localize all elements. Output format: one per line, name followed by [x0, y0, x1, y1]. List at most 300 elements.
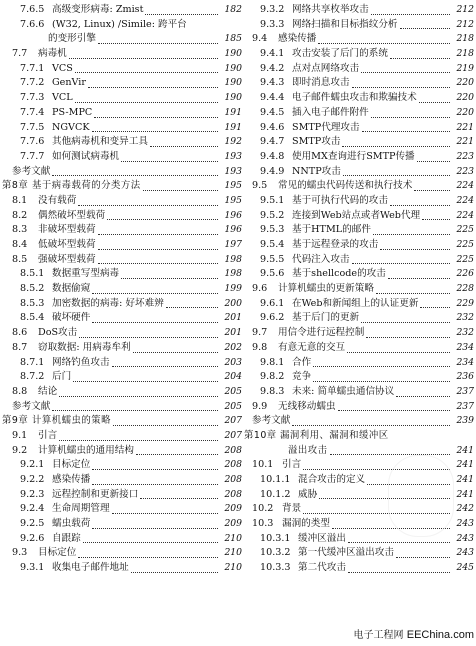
toc-entry-page: 201: [224, 327, 242, 339]
toc-entry: [0, 356, 242, 371]
toc-entry-title: 第一代缓冲区溢出攻击: [298, 547, 394, 559]
toc-entry-title: VCS: [52, 62, 73, 74]
toc-entry-number: 9.5.3: [260, 224, 285, 236]
toc-entry-number: 7.7.7: [20, 150, 45, 162]
toc-entry: [0, 400, 242, 415]
toc-entry-title: 网络扫描和目标指纹分析: [292, 18, 398, 30]
toc-entry-title: 远程控制和更新接口: [52, 488, 139, 500]
toc-entry: [242, 326, 474, 341]
toc-entry-title: 第二代攻击: [298, 562, 346, 574]
toc-entry-page: 193: [224, 150, 242, 162]
toc-entry-page: 207: [224, 415, 242, 427]
toc-entry-number: 9.5: [252, 180, 268, 192]
toc-entry-number: 7.7.5: [20, 121, 45, 133]
toc-entry-page: 225: [456, 239, 474, 250]
toc-leader-dots: [400, 28, 450, 29]
toc-entry-title: 计算机蠕虫的通用结构: [38, 444, 134, 456]
toc-entry-page: 229: [456, 297, 474, 309]
toc-entry-number: 第8章: [2, 180, 29, 192]
toc-leader-dots: [362, 131, 450, 132]
toc-entry-number: 8.5: [12, 253, 28, 265]
toc-entry: [0, 561, 242, 576]
watermark-cn: 电子工程网: [353, 630, 404, 641]
toc-entry: [242, 253, 474, 268]
toc-leader-dots: [343, 175, 450, 176]
toc-entry: [242, 32, 474, 47]
toc-entry-page: 237: [456, 385, 474, 397]
toc-entry-page: 239: [456, 415, 474, 427]
toc-entry-title: 没有载荷: [38, 194, 77, 206]
toc-entry-title: PS-MPC: [52, 106, 93, 118]
toc-entry: [0, 32, 242, 47]
toc-entry-number: 9.4.7: [260, 136, 285, 148]
toc-entry-page: 202: [224, 341, 242, 353]
toc-entry: [242, 341, 474, 356]
toc-entry: [242, 282, 474, 297]
toc-leader-dots: [366, 337, 450, 338]
toc-entry-page: 241: [456, 459, 474, 471]
toc-entry-title: 低破坏型载荷: [38, 239, 96, 250]
toc-entry: [0, 209, 242, 224]
toc-entry-page: 226: [456, 268, 474, 280]
toc-entry: [0, 282, 242, 297]
toc-entry: [0, 194, 242, 209]
toc-entry-page: 190: [224, 62, 242, 74]
toc-leader-dots: [348, 542, 450, 543]
toc-entry: [242, 370, 474, 385]
toc-entry-title: 非破坏型载荷: [38, 224, 96, 236]
toc-entry: [0, 444, 242, 459]
toc-leader-dots: [318, 43, 450, 44]
toc-entry-number: 8.7: [12, 341, 28, 353]
toc-entry-page: 208: [224, 444, 242, 456]
toc-entry-title: 攻击安装了后门的系统: [292, 48, 388, 60]
toc-entry-page: 221: [456, 136, 474, 148]
toc-entry-page: 201: [224, 312, 242, 324]
toc-entry-number: 7.7.6: [20, 136, 45, 148]
toc-leader-dots: [390, 58, 450, 59]
toc-entry-number: 8.7.1: [20, 356, 45, 368]
toc-entry: [0, 473, 242, 488]
toc-entry-page: 191: [224, 106, 242, 118]
toc-entry-number: 10.3: [252, 518, 274, 530]
toc-entry-page: 198: [224, 253, 242, 265]
toc-entry-number: 9.8.3: [260, 385, 285, 397]
toc-entry-page: 234: [456, 341, 474, 353]
toc-leader-dots: [92, 131, 219, 132]
toc-entry-page: 210: [224, 562, 242, 574]
toc-entry-page: 218: [456, 48, 474, 60]
toc-entry-page: 207: [224, 429, 242, 441]
toc-entry-number: 8.5.2: [20, 283, 45, 295]
toc-entry: [0, 385, 242, 400]
toc-entry-title: 缓冲区溢出: [298, 532, 346, 544]
toc-entry-number: 9.6.1: [260, 297, 285, 309]
toc-entry: [0, 370, 242, 385]
toc-leader-dots: [98, 43, 218, 44]
toc-entry-page: 218: [456, 33, 474, 45]
toc-entry-number: 9.4.6: [260, 121, 285, 133]
toc-entry-title: 收集电子邮件地址: [52, 562, 129, 574]
toc-leader-dots: [92, 484, 218, 485]
toc-entry: [0, 150, 242, 165]
toc-entry-title: 竞争: [292, 371, 312, 383]
toc-entry: [0, 223, 242, 238]
toc-leader-dots: [313, 381, 450, 382]
toc-entry-title: 强破坏型载荷: [38, 253, 96, 265]
toc-leader-dots: [361, 72, 450, 73]
toc-entry-page: 234: [456, 356, 474, 368]
toc-entry-page: 241: [456, 474, 474, 485]
toc-leader-dots: [338, 410, 450, 411]
toc-entry-number: 9.5.1: [260, 194, 285, 206]
toc-entry-number: 9.3.1: [20, 562, 45, 574]
toc-entry-title: 加密数据的病毒: 好坏难辨: [52, 297, 164, 309]
toc-entry-page: 200: [224, 297, 242, 309]
toc-entry-number: 9.5.4: [260, 239, 285, 250]
toc-entry-title: 其他病毒机和变异工具: [52, 136, 148, 148]
toc-entry-page: 195: [224, 180, 242, 192]
toc-entry: [242, 76, 474, 91]
toc-entry: [0, 18, 242, 33]
toc-entry: [242, 297, 474, 312]
toc-entry: [0, 414, 242, 429]
toc-entry-title: 溢出攻击: [288, 444, 328, 456]
toc-entry-title: 基于可执行代码的攻击: [292, 194, 388, 206]
toc-entry-page: 198: [224, 268, 242, 280]
toc-entry: [242, 546, 474, 561]
toc-entry-page: 185: [224, 33, 242, 45]
toc-entry: [0, 135, 242, 150]
toc-entry: [242, 267, 474, 282]
toc-entry-title: 背景: [282, 503, 302, 515]
toc-entry-title: SMTP代理攻击: [292, 121, 360, 133]
toc-entry-number: 9.6.2: [260, 312, 285, 324]
toc-entry-number: 7.7.2: [20, 77, 45, 89]
toc-leader-dots: [75, 72, 218, 73]
toc-entry: [0, 179, 242, 194]
toc-entry-page: 204: [224, 371, 242, 383]
toc-entry-number: 8.4: [12, 239, 28, 250]
toc-entry-page: 228: [456, 283, 474, 295]
toc-leader-dots: [292, 425, 450, 426]
toc-entry-number: 7.6.6: [20, 18, 45, 30]
toc-leader-dots: [371, 14, 450, 15]
toc-leader-dots: [92, 528, 218, 529]
toc-entry-number: 9.6: [252, 283, 268, 295]
toc-entry-number: 7.7: [12, 48, 28, 60]
toc-entry-page: 219: [456, 62, 474, 74]
toc-entry-page: 208: [224, 474, 242, 485]
toc-entry-title: SMTP攻击: [292, 136, 341, 148]
toc-entry-title: 目标定位: [38, 547, 77, 559]
toc-entry-title: 目标定位: [52, 459, 91, 471]
toc-entry-number: 第10章: [244, 429, 277, 441]
toc-left-column: [0, 3, 242, 576]
toc-leader-dots: [348, 572, 450, 573]
toc-entry: [0, 238, 242, 253]
toc-entry-number: 9.8: [252, 341, 268, 353]
toc-entry: [0, 121, 242, 136]
toc-leader-dots: [420, 307, 450, 308]
toc-leader-dots: [347, 352, 450, 353]
toc-entry-page: 212: [456, 4, 474, 15]
toc-entry-number: 9.3: [12, 547, 28, 559]
toc-entry-page: 208: [224, 459, 242, 471]
toc-entry-number: 10.3.3: [260, 562, 291, 574]
toc-leader-dots: [417, 161, 450, 162]
toc-entry-page: 191: [224, 121, 242, 133]
toc-entry-number: 9.2.4: [20, 503, 45, 515]
toc-entry-page: 224: [456, 209, 474, 221]
toc-entry: [242, 18, 474, 33]
toc-entry: [242, 223, 474, 238]
toc-entry-title: 引言: [282, 459, 302, 471]
toc-entry-page: 243: [456, 518, 474, 530]
toc-entry-title: 基于病毒载荷的分类方法: [32, 180, 141, 192]
toc-entry: [0, 253, 242, 268]
toc-leader-dots: [112, 366, 218, 367]
toc-entry: [242, 135, 474, 150]
toc-leader-dots: [79, 337, 218, 338]
toc-entry-number: 9.2: [12, 444, 28, 456]
toc-entry-number: 9.8.1: [260, 356, 285, 368]
toc-entry-title: 用信令进行远程控制: [278, 327, 365, 339]
toc-leader-dots: [380, 249, 450, 250]
toc-entry-number: 9.5.6: [260, 268, 285, 280]
toc-entry-number: 9.4.2: [260, 62, 285, 74]
toc-entry-title: 数据偷窥: [52, 283, 91, 295]
toc-entry-number: 8.8: [12, 385, 28, 397]
toc-entry-title: 结论: [38, 385, 58, 397]
toc-leader-dots: [376, 293, 450, 294]
toc-leader-dots: [75, 102, 218, 103]
toc-entry: [242, 209, 474, 224]
toc-entry: [242, 311, 474, 326]
toc-leader-dots: [73, 381, 218, 382]
toc-entry-number: 8.6: [12, 327, 28, 339]
toc-leader-dots: [52, 175, 218, 176]
toc-entry: [0, 297, 242, 312]
toc-entry-number: 9.2.3: [20, 488, 45, 500]
toc-entry-title: GenVir: [52, 77, 86, 89]
toc-entry: [0, 532, 242, 547]
toc-entry-title: 参考文献: [12, 165, 51, 177]
toc-entry: [0, 76, 242, 91]
toc-entry: [242, 414, 474, 429]
toc-entry-page: 195: [224, 194, 242, 206]
toc-entry-number: 9.2.2: [20, 474, 45, 485]
toc-entry-page: 209: [224, 518, 242, 530]
toc-entry-number: 9.2.6: [20, 532, 45, 544]
toc-leader-dots: [414, 190, 450, 191]
toc-entry-title: 漏洞的类型: [282, 518, 330, 530]
toc-entry: [242, 356, 474, 371]
toc-entry-page: 242: [456, 503, 474, 515]
toc-entry-number: 第9章: [2, 415, 29, 427]
toc-entry-number: 9.4.9: [260, 165, 285, 177]
toc-entry-number: 9.4: [252, 33, 268, 45]
toc-entry-title: 感染传播: [278, 33, 317, 45]
toc-entry-page: 199: [224, 283, 242, 295]
toc-entry-page: 237: [456, 400, 474, 412]
toc-entry-page: 243: [456, 532, 474, 544]
toc-leader-dots: [113, 425, 218, 426]
toc-entry: [0, 91, 242, 106]
toc-entry: [0, 517, 242, 532]
toc-entry: [0, 62, 242, 77]
toc-entry: [0, 47, 242, 62]
toc-entry-page: 241: [456, 444, 474, 456]
toc-entry-title: 基于shellcode的攻击: [292, 268, 386, 280]
toc-entry-page: 208: [224, 488, 242, 500]
toc-entry-number: 9.9: [252, 400, 268, 412]
toc-entry-title: 网络钓鱼攻击: [52, 356, 110, 368]
toc-entry-page: 223: [456, 150, 474, 162]
toc-entry-title: 的变形引擎: [48, 33, 96, 45]
toc-entry: [242, 444, 474, 459]
toc-entry-page: 232: [456, 312, 474, 324]
toc-leader-dots: [78, 205, 218, 206]
toc-entry-title: 高级变形病毒: Zmist: [52, 4, 144, 15]
toc-entry-title: 偶然破坏型载荷: [38, 209, 106, 221]
toc-entry: [242, 47, 474, 62]
toc-entry-number: 8.1: [12, 194, 28, 206]
toc-entry-page: 236: [456, 371, 474, 383]
toc-entry: [0, 488, 242, 503]
toc-leader-dots: [166, 307, 218, 308]
toc-entry-title: 参考文献: [12, 400, 51, 412]
toc-entry-page: 221: [456, 121, 474, 133]
toc-leader-dots: [59, 396, 218, 397]
toc-leader-dots: [388, 278, 450, 279]
toc-entry-page: 205: [224, 400, 242, 412]
toc-entry: [242, 385, 474, 400]
toc-entry-page: 243: [456, 547, 474, 559]
toc-entry-page: 225: [456, 224, 474, 236]
toc-entry: [242, 62, 474, 77]
toc-entry-title: 合作: [292, 356, 312, 368]
toc-entry: [242, 238, 474, 253]
toc-entry-number: 9.4.8: [260, 150, 285, 162]
toc-entry: [0, 458, 242, 473]
toc-leader-dots: [98, 249, 218, 250]
toc-leader-dots: [107, 219, 218, 220]
toc-leader-dots: [390, 205, 450, 206]
toc-leader-dots: [131, 572, 218, 573]
toc-entry-number: 9.2.1: [20, 459, 45, 471]
toc-entry-title: 网络共享枚举攻击: [292, 4, 369, 15]
toc-entry-title: 点对点网络攻击: [292, 62, 360, 74]
toc-leader-dots: [422, 219, 450, 220]
toc-entry: [0, 326, 242, 341]
toc-entry-title: 如何测试病毒机: [52, 150, 120, 162]
toc-entry-title: 无线移动蠕虫: [278, 400, 336, 412]
toc-entry-number: 10.1.2: [260, 488, 291, 500]
toc-entry-page: 190: [224, 77, 242, 89]
toc-leader-dots: [145, 14, 218, 15]
toc-entry-title: 即时消息攻击: [292, 77, 350, 89]
toc-leader-dots: [92, 469, 218, 470]
toc-entry-title: 漏洞利用、漏洞和缓冲区: [280, 429, 389, 441]
toc-entry-page: 192: [224, 136, 242, 148]
toc-entry-number: 9.4.5: [260, 106, 285, 118]
toc-entry-title: 电子邮件蠕虫攻击和欺骗技术: [292, 92, 417, 104]
toc-leader-dots: [150, 146, 218, 147]
toc-entry-number: 9.3.2: [260, 4, 285, 15]
toc-entry-number: 9.1: [12, 429, 28, 441]
toc-entry-page: 210: [224, 547, 242, 559]
toc-entry-page: 197: [224, 239, 242, 250]
toc-entry-page: 220: [456, 92, 474, 104]
toc-leader-dots: [83, 542, 218, 543]
toc-entry-number: 7.7.3: [20, 92, 45, 104]
toc-entry-title: DoS攻击: [38, 327, 78, 339]
toc-entry: [0, 165, 242, 180]
toc-entry-number: 9.7: [252, 327, 268, 339]
toc-entry-title: 基于远程登录的攻击: [292, 239, 379, 250]
toc-entry: [242, 165, 474, 180]
toc-entry-page: 224: [456, 194, 474, 206]
toc-leader-dots: [69, 58, 218, 59]
toc-leader-dots: [52, 410, 218, 411]
toc-entry-title: 生命周期管理: [52, 503, 110, 515]
toc-entry: [0, 429, 242, 444]
toc-entry-number: 7.7.4: [20, 106, 45, 118]
toc-entry-number: 8.2: [12, 209, 28, 221]
toc-entry-title: 基于后门的更新: [292, 312, 360, 324]
toc-entry-title: 破坏硬件: [52, 312, 91, 324]
toc-entry-number: 10.3.1: [260, 532, 291, 544]
toc-leader-dots: [396, 396, 450, 397]
toc-leader-dots: [419, 102, 450, 103]
toc-entry-title: NNTP攻击: [292, 165, 341, 177]
toc-entry: [242, 3, 474, 18]
toc-entry-title: 有意无意的交互: [278, 341, 346, 353]
toc-leader-dots: [94, 117, 218, 118]
toc-entry-page: 203: [224, 356, 242, 368]
toc-entry: [0, 311, 242, 326]
toc-entry-title: 插入电子邮件附件: [292, 106, 369, 118]
toc-entry-page: 241: [456, 488, 474, 500]
toc-leader-dots: [78, 557, 218, 558]
background-watermark-shape: [388, 455, 454, 537]
toc-entry-number: 9.5.2: [260, 209, 285, 221]
toc-leader-dots: [352, 263, 450, 264]
toc-entry-page: 220: [456, 77, 474, 89]
toc-entry-number: 9.4.4: [260, 92, 285, 104]
toc-entry-title: 引言: [38, 429, 58, 441]
toc-leader-dots: [98, 263, 218, 264]
toc-entry-title: 常见的蠕虫代码传送和执行技术: [278, 180, 413, 192]
toc-entry-page: 190: [224, 48, 242, 60]
toc-entry-title: 窃取数据: 用病毒牟利: [38, 341, 131, 353]
toc-entry-title: 计算机蠕虫的策略: [32, 415, 112, 427]
toc-entry: [242, 121, 474, 136]
toc-entry: [242, 194, 474, 209]
toc-entry-title: 在Web和新闻组上的认证更新: [292, 297, 419, 309]
toc-leader-dots: [396, 557, 450, 558]
toc-leader-dots: [373, 234, 450, 235]
toc-entry-number: 10.1: [252, 459, 274, 471]
toc-entry-title: 后门: [52, 371, 72, 383]
toc-entry-number: 8.3: [12, 224, 28, 236]
toc-entry-page: 223: [456, 165, 474, 177]
toc-leader-dots: [121, 278, 218, 279]
toc-entry-number: 9.2.5: [20, 518, 45, 530]
toc-leader-dots: [136, 454, 218, 455]
watermark-en: EEChina.com: [406, 629, 474, 641]
